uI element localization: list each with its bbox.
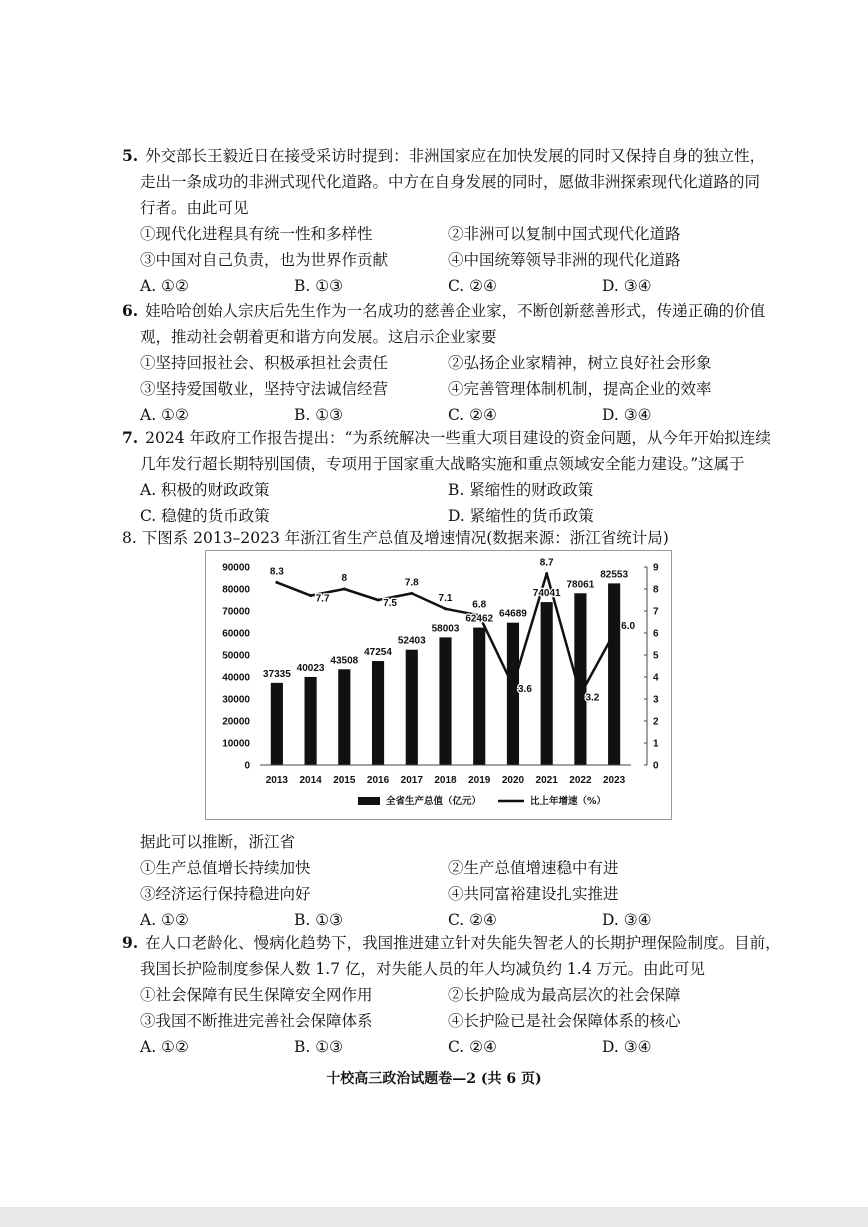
growth-point-2020	[511, 684, 514, 687]
y-tick-label: 40000	[222, 672, 250, 684]
x-tick-label: 2013	[265, 775, 288, 786]
bar-2023	[608, 583, 620, 765]
statement-3: ③我国不断推进完善社会保障体系	[140, 1012, 373, 1030]
choice-a[interactable]: A. ①②	[140, 406, 189, 424]
choice-a[interactable]: A. ①②	[140, 911, 189, 929]
x-tick-label: 2014	[299, 775, 322, 786]
line-value-label: 8.7	[539, 557, 554, 569]
choice-b[interactable]: B. 紧缩性的财政政策	[448, 481, 594, 499]
statements	[122, 221, 762, 299]
line-value-label: 6.0	[621, 621, 636, 632]
bar-value-label: 62462	[465, 613, 494, 625]
stem-line: 据此可以推断，浙江省	[140, 833, 296, 851]
choice-c[interactable]: C. ②④	[448, 277, 497, 295]
x-tick-label: 2015	[333, 775, 356, 786]
line-value-label: 8	[341, 573, 348, 584]
line-value-label: 7.5	[383, 598, 397, 609]
y-tick-label: 20000	[222, 716, 250, 728]
y-tick-label: 30000	[222, 694, 250, 706]
question-9	[122, 930, 781, 1060]
gdp-chart-svg	[206, 551, 671, 819]
stem-line: 走出一条成功的非洲式现代化道路。中方在自身发展的同时，愿做非洲探索现代化道路的同	[140, 173, 761, 191]
question-stem	[122, 930, 781, 982]
choice-d[interactable]: D. ③④	[602, 911, 652, 929]
choice-c[interactable]: C. 稳健的货币政策	[140, 507, 270, 525]
stem-line: 行者。由此可见	[140, 199, 249, 217]
choice-c[interactable]: C. ②④	[448, 1038, 497, 1056]
statement-4: ④中国统筹领导非洲的现代化道路	[448, 251, 681, 269]
bar-value-label: 40023	[296, 662, 325, 674]
bar-2016	[372, 661, 384, 765]
y-tick-label: 50000	[222, 650, 250, 662]
statement-1: ①生产总值增长持续加快	[140, 859, 311, 877]
y2-tick-label: 3	[653, 694, 659, 706]
stem-line: 观，推动社会朝着更和谐方向发展。这启示企业家要	[140, 328, 497, 346]
x-tick-label: 2016	[366, 775, 390, 786]
choice-b[interactable]: B. ①③	[294, 406, 344, 424]
growth-point-2021	[545, 572, 548, 575]
x-tick-label: 2017	[400, 775, 423, 786]
stem-line: 娃哈哈创始人宗庆后先生作为一名成功的慈善企业家，不断创新慈善形式，传递正确的价值	[145, 302, 766, 320]
bar-value-label: 43508	[330, 655, 359, 667]
bar-value-label: 82553	[600, 569, 629, 581]
growth-point-2016	[377, 599, 380, 602]
statements	[122, 350, 762, 428]
statement-2: ②弘扬企业家精神，树立良好社会形象	[448, 354, 712, 372]
choices	[122, 477, 762, 529]
bar-value-label: 52403	[397, 635, 426, 647]
stem-line: 我国长护险制度参保人数 1.7 亿，对失能人员的年人均减负约 1.4 万元。由此可见	[140, 960, 706, 978]
question-6	[122, 298, 766, 428]
line-value-label: 3.6	[518, 683, 532, 695]
y2-tick-label: 4	[653, 672, 659, 684]
choice-a[interactable]: A. ①②	[140, 277, 189, 295]
stem-line: 外交部长王毅近日在接受采访时提到：非洲国家应在加快发展的同时又保持自身的独立性，	[145, 147, 766, 165]
statement-2: ②长护险成为最高层次的社会保障	[448, 986, 681, 1004]
question-number: 5.	[122, 146, 139, 165]
growth-point-2013	[275, 581, 278, 584]
growth-point-2014	[309, 594, 312, 597]
choice-d[interactable]: D. ③④	[602, 277, 652, 295]
y2-tick-label: 6	[653, 628, 659, 640]
choice-b[interactable]: B. ①③	[294, 1038, 344, 1056]
statements	[122, 855, 762, 933]
statement-1: ①现代化进程具有统一性和多样性	[140, 225, 373, 243]
choice-b[interactable]: B. ①③	[294, 277, 344, 295]
bar-2017	[406, 650, 418, 765]
line-value-label: 7.7	[315, 593, 330, 605]
bar-value-label: 58003	[431, 623, 460, 635]
statement-1: ①坚持回报社会、积极承担社会责任	[140, 354, 389, 372]
choice-a[interactable]: A. ①②	[140, 1038, 189, 1056]
statement-4: ④长护险已是社会保障体系的核心	[448, 1012, 681, 1030]
bar-2015	[338, 669, 350, 765]
y-tick-label: 10000	[222, 738, 250, 750]
growth-point-2023	[613, 632, 616, 635]
stem-line: 2024 年政府工作报告提出：“为系统解决一些重大项目建设的资金问题，从今年开始拟连续	[145, 429, 771, 447]
bar-value-label: 37335	[262, 668, 291, 680]
y-tick-label: 0	[244, 760, 250, 772]
x-tick-label: 2018	[434, 775, 457, 786]
x-tick-label: 2021	[535, 775, 558, 786]
growth-point-2018	[444, 607, 447, 610]
bar-2014	[305, 677, 317, 765]
statement-4: ④共同富裕建设扎实推进	[448, 885, 619, 903]
question-number: 9.	[122, 933, 139, 952]
question-number: 7.	[122, 428, 139, 447]
legend-bar-swatch	[358, 797, 380, 805]
bar-2013	[271, 683, 283, 765]
question-stem	[122, 425, 771, 477]
stem-line: 下图系 2013–2023 年浙江省生产总值及增速情况(数据来源：浙江省统计局)	[141, 529, 669, 547]
question-5	[122, 143, 766, 299]
choice-c[interactable]: C. ②④	[448, 406, 497, 424]
scan-edge	[0, 1207, 868, 1227]
bar-2018	[439, 637, 451, 765]
line-value-label: 7.8	[404, 577, 419, 589]
y-tick-label: 60000	[222, 628, 250, 640]
question-8-options	[122, 829, 762, 933]
y2-tick-label: 8	[653, 584, 659, 596]
y-tick-label: 70000	[222, 606, 250, 618]
y-tick-label: 90000	[222, 562, 250, 574]
choice-d[interactable]: D. 紧缩性的货币政策	[448, 507, 594, 525]
growth-point-2022	[579, 693, 582, 696]
x-tick-label: 2023	[603, 775, 626, 786]
question-7	[122, 425, 771, 529]
bar-2021	[541, 602, 553, 765]
bar-value-label: 74041	[532, 588, 561, 600]
bar-value-label: 78061	[566, 579, 595, 591]
x-tick-label: 2022	[569, 775, 592, 786]
line-value-label: 3.2	[585, 692, 600, 704]
choice-a[interactable]: A. 积极的财政政策	[140, 481, 270, 499]
y2-tick-label: 9	[653, 562, 659, 574]
question-number: 6.	[122, 301, 139, 320]
page-footer: 十校高三政治试题卷—2 (共 6 页)	[326, 1071, 542, 1087]
y2-tick-label: 7	[653, 606, 659, 618]
bar-value-label: 64689	[499, 608, 527, 620]
legend-line-label: 比上年增速（%）	[530, 796, 607, 807]
growth-point-2015	[343, 588, 346, 591]
stem-line: 在人口老龄化、慢病化趋势下，我国推进建立针对失能失智老人的长期护理保险制度。目前，	[145, 934, 781, 952]
line-value-label: 6.8	[472, 599, 487, 611]
question-8	[122, 525, 762, 551]
statement-1: ①社会保障有民生保障安全网作用	[140, 986, 373, 1004]
question-number: 8.	[122, 529, 137, 547]
statement-3: ③经济运行保持稳进向好	[140, 885, 311, 903]
legend-bar-label: 全省生产总值（亿元）	[386, 796, 482, 807]
choice-c[interactable]: C. ②④	[448, 911, 497, 929]
statements	[122, 982, 762, 1060]
statement-3: ③中国对自己负责，也为世界作贡献	[140, 251, 389, 269]
statement-3: ③坚持爱国敬业，坚持守法诚信经营	[140, 380, 389, 398]
y2-tick-label: 1	[653, 738, 659, 750]
statement-4: ④完善管理体制机制，提高企业的效率	[448, 380, 712, 398]
x-tick-label: 2019	[468, 775, 491, 786]
choice-d[interactable]: D. ③④	[602, 406, 652, 424]
bar-2019	[473, 628, 485, 765]
gdp-chart	[205, 550, 672, 820]
statement-2: ②生产总值增速稳中有进	[448, 859, 619, 877]
choice-d[interactable]: D. ③④	[602, 1038, 652, 1056]
question-stem	[122, 298, 766, 350]
statement-2: ②非洲可以复制中国式现代化道路	[448, 225, 681, 243]
stem-line: 几年发行超长期特别国债，专项用于国家重大战略实施和重点领域安全能力建设。”这属于	[140, 455, 745, 473]
bar-value-label: 47254	[364, 647, 392, 659]
line-value-label: 7.1	[438, 592, 453, 604]
choice-b[interactable]: B. ①③	[294, 911, 344, 929]
line-value-label: 8.3	[269, 566, 284, 578]
growth-point-2017	[410, 592, 413, 595]
question-stem	[122, 143, 766, 221]
y2-tick-label: 0	[653, 760, 659, 772]
x-tick-label: 2020	[501, 775, 525, 786]
y2-tick-label: 5	[653, 650, 659, 662]
y-tick-label: 80000	[222, 584, 250, 596]
y2-tick-label: 2	[653, 716, 659, 728]
